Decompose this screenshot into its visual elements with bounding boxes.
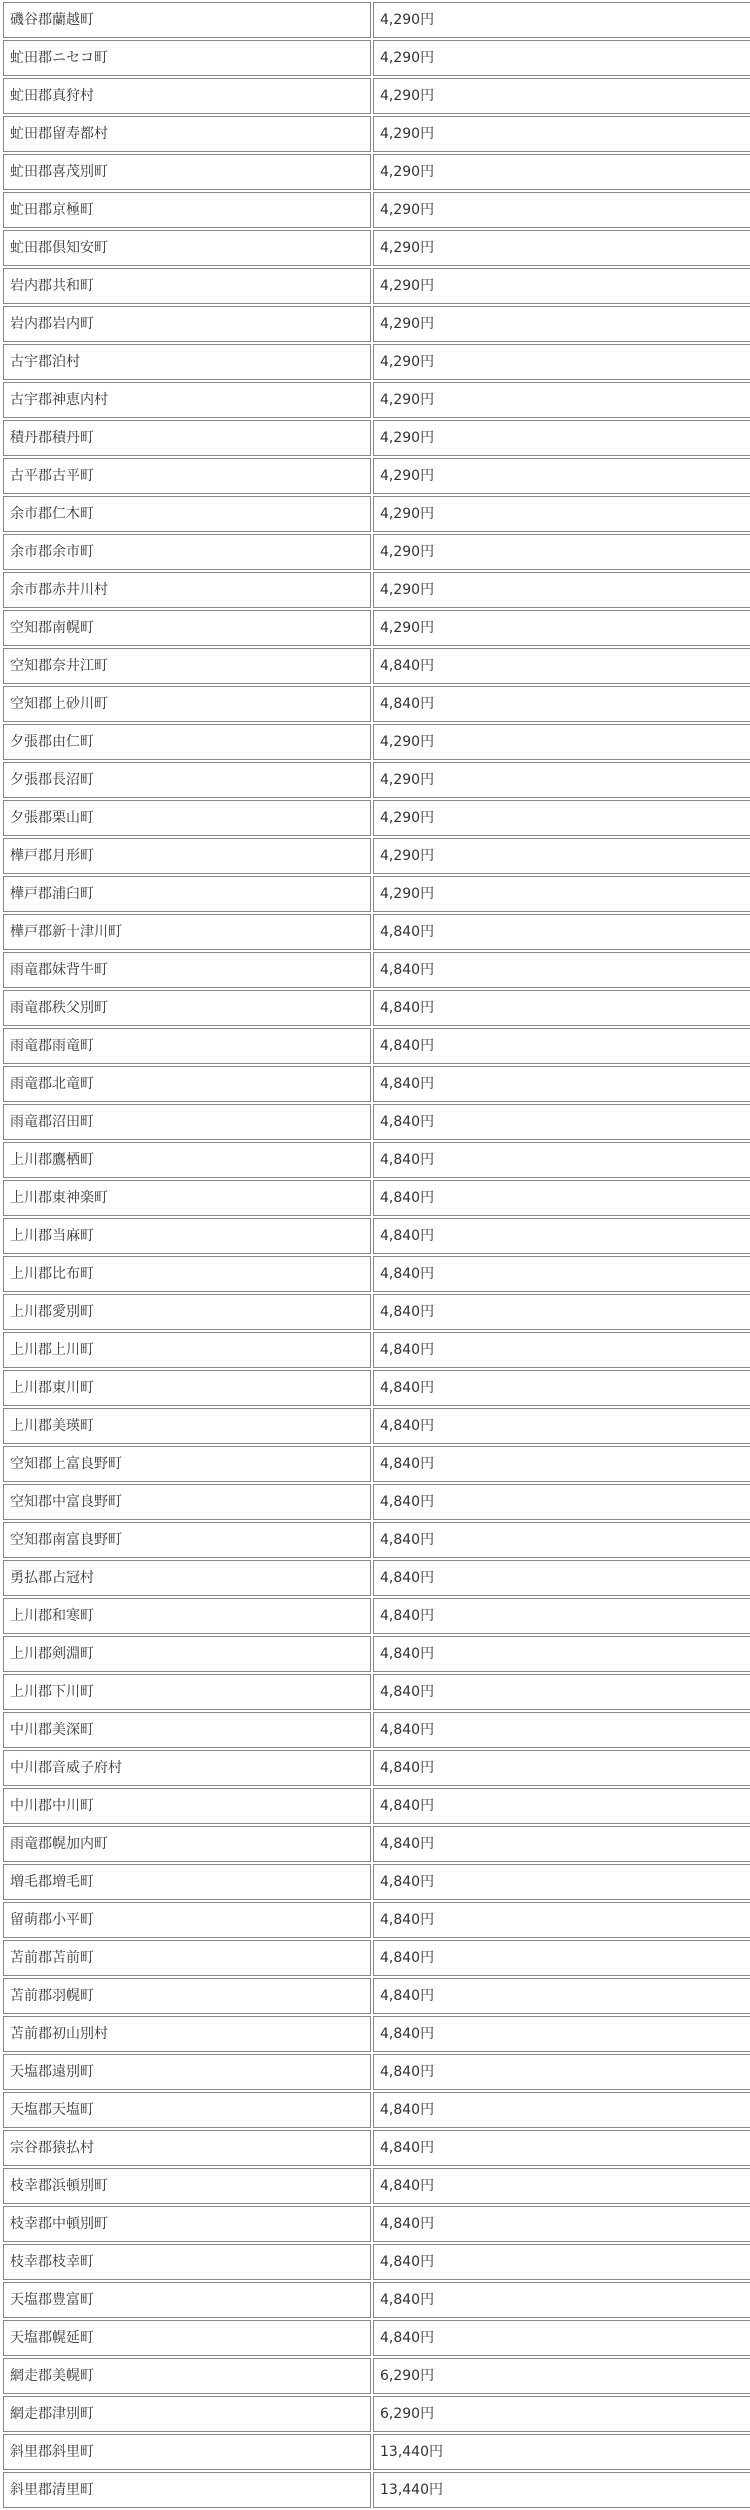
- table-row: [3, 306, 750, 342]
- table-row: [3, 1218, 750, 1254]
- table-row: [3, 116, 750, 152]
- table-row: [3, 1712, 750, 1748]
- shipping-price-cell: 4,290円: [373, 572, 750, 608]
- area-name-cell: 天塩郡天塩町: [3, 2092, 371, 2128]
- shipping-price-cell: 4,290円: [373, 534, 750, 570]
- table-row: [3, 1142, 750, 1178]
- table-row: [3, 572, 750, 608]
- shipping-price-cell: 4,290円: [373, 78, 750, 114]
- area-name-cell: 空知郡南富良野町: [3, 1522, 371, 1558]
- shipping-price-cell: 4,290円: [373, 610, 750, 646]
- area-name-cell: 余市郡余市町: [3, 534, 371, 570]
- area-name-cell: 上川郡当麻町: [3, 1218, 371, 1254]
- shipping-price-cell: 4,840円: [373, 1294, 750, 1330]
- shipping-price-cell: 4,840円: [373, 2244, 750, 2280]
- shipping-price-cell: 4,840円: [373, 1674, 750, 1710]
- shipping-price-cell: 4,840円: [373, 1902, 750, 1938]
- shipping-price-cell: 4,290円: [373, 192, 750, 228]
- table-row: [3, 1028, 750, 1064]
- shipping-price-cell: 4,840円: [373, 1180, 750, 1216]
- area-name-cell: 勇払郡占冠村: [3, 1560, 371, 1596]
- table-row: [3, 1484, 750, 1520]
- area-name-cell: 枝幸郡枝幸町: [3, 2244, 371, 2280]
- table-row: [3, 1978, 750, 2014]
- area-name-cell: 雨竜郡雨竜町: [3, 1028, 371, 1064]
- table-row: [3, 2320, 750, 2356]
- shipping-price-cell: 4,840円: [373, 1028, 750, 1064]
- table-row: [3, 1294, 750, 1330]
- area-name-cell: 積丹郡積丹町: [3, 420, 371, 456]
- table-row: [3, 1902, 750, 1938]
- table-row: [3, 990, 750, 1026]
- table-row: [3, 914, 750, 950]
- table-row: [3, 458, 750, 494]
- shipping-price-cell: 4,290円: [373, 344, 750, 380]
- area-name-cell: 上川郡比布町: [3, 1256, 371, 1292]
- area-name-cell: 空知郡南幌町: [3, 610, 371, 646]
- shipping-price-cell: 13,440円: [373, 2434, 750, 2470]
- area-name-cell: 斜里郡清里町: [3, 2472, 371, 2508]
- shipping-price-cell: 4,840円: [373, 2206, 750, 2242]
- shipping-price-cell: 4,840円: [373, 1826, 750, 1862]
- shipping-price-cell: 4,840円: [373, 2016, 750, 2052]
- table-row: [3, 838, 750, 874]
- table-row: [3, 724, 750, 760]
- area-name-cell: 斜里郡斜里町: [3, 2434, 371, 2470]
- table-row: [3, 1674, 750, 1710]
- table-row: [3, 1940, 750, 1976]
- area-name-cell: 余市郡仁木町: [3, 496, 371, 532]
- area-name-cell: 雨竜郡沼田町: [3, 1104, 371, 1140]
- shipping-price-cell: 4,840円: [373, 1750, 750, 1786]
- area-name-cell: 上川郡和寒町: [3, 1598, 371, 1634]
- shipping-price-cell: 4,840円: [373, 1978, 750, 2014]
- shipping-price-cell: 4,290円: [373, 838, 750, 874]
- table-row: [3, 496, 750, 532]
- table-row: [3, 2244, 750, 2280]
- area-name-cell: 留萌郡小平町: [3, 1902, 371, 1938]
- table-row: [3, 344, 750, 380]
- shipping-price-cell: 4,290円: [373, 724, 750, 760]
- table-row: [3, 420, 750, 456]
- area-name-cell: 枝幸郡中頓別町: [3, 2206, 371, 2242]
- table-row: [3, 230, 750, 266]
- area-name-cell: 中川郡中川町: [3, 1788, 371, 1824]
- area-name-cell: 余市郡赤井川村: [3, 572, 371, 608]
- area-name-cell: 樺戸郡月形町: [3, 838, 371, 874]
- table-row: [3, 1446, 750, 1482]
- table-row: [3, 2130, 750, 2166]
- shipping-price-cell: 4,840円: [373, 686, 750, 722]
- area-name-cell: 空知郡上富良野町: [3, 1446, 371, 1482]
- shipping-price-cell: 4,290円: [373, 306, 750, 342]
- area-name-cell: 夕張郡長沼町: [3, 762, 371, 798]
- shipping-price-cell: 4,840円: [373, 952, 750, 988]
- area-name-cell: 上川郡美瑛町: [3, 1408, 371, 1444]
- table-row: [3, 648, 750, 684]
- shipping-price-cell: 4,840円: [373, 1104, 750, 1140]
- area-name-cell: 岩内郡岩内町: [3, 306, 371, 342]
- area-name-cell: 磯谷郡蘭越町: [3, 2, 371, 38]
- table-row: [3, 1560, 750, 1596]
- area-name-cell: 苫前郡羽幌町: [3, 1978, 371, 2014]
- table-row: [3, 534, 750, 570]
- shipping-price-cell: 4,840円: [373, 2320, 750, 2356]
- area-name-cell: 枝幸郡浜頓別町: [3, 2168, 371, 2204]
- shipping-price-cell: 4,290円: [373, 40, 750, 76]
- table-row: [3, 800, 750, 836]
- area-name-cell: 中川郡音威子府村: [3, 1750, 371, 1786]
- table-row: [3, 876, 750, 912]
- shipping-price-cell: 4,290円: [373, 496, 750, 532]
- area-name-cell: 空知郡上砂川町: [3, 686, 371, 722]
- table-row: [3, 1598, 750, 1634]
- table-row: [3, 192, 750, 228]
- table-row: [3, 2434, 750, 2470]
- area-name-cell: 虻田郡留寿都村: [3, 116, 371, 152]
- shipping-price-cell: 4,840円: [373, 1940, 750, 1976]
- shipping-price-cell: 4,290円: [373, 458, 750, 494]
- area-name-cell: 樺戸郡浦臼町: [3, 876, 371, 912]
- table-row: [3, 952, 750, 988]
- table-row: [3, 1256, 750, 1292]
- shipping-price-cell: 13,440円: [373, 2472, 750, 2508]
- shipping-price-cell: 4,290円: [373, 154, 750, 190]
- shipping-price-cell: 4,840円: [373, 1484, 750, 1520]
- area-name-cell: 雨竜郡妹背牛町: [3, 952, 371, 988]
- shipping-price-cell: 4,290円: [373, 382, 750, 418]
- area-name-cell: 天塩郡幌延町: [3, 2320, 371, 2356]
- table-row: [3, 40, 750, 76]
- table-row: [3, 268, 750, 304]
- area-name-cell: 上川郡上川町: [3, 1332, 371, 1368]
- area-name-cell: 中川郡美深町: [3, 1712, 371, 1748]
- shipping-price-cell: 4,840円: [373, 2130, 750, 2166]
- shipping-price-cell: 4,290円: [373, 116, 750, 152]
- shipping-price-cell: 4,840円: [373, 1218, 750, 1254]
- table-row: [3, 1636, 750, 1672]
- shipping-price-cell: 4,840円: [373, 1712, 750, 1748]
- shipping-price-cell: 4,840円: [373, 914, 750, 950]
- area-name-cell: 古平郡古平町: [3, 458, 371, 494]
- table-row: [3, 1180, 750, 1216]
- shipping-price-cell: 4,840円: [373, 1142, 750, 1178]
- shipping-price-cell: 4,840円: [373, 648, 750, 684]
- shipping-price-cell: 4,840円: [373, 1256, 750, 1292]
- table-body: [3, 2, 750, 2508]
- area-name-cell: 岩内郡共和町: [3, 268, 371, 304]
- table-row: [3, 2092, 750, 2128]
- table-row: [3, 1750, 750, 1786]
- table-row: [3, 2016, 750, 2052]
- table-row: [3, 2282, 750, 2318]
- area-name-cell: 上川郡東川町: [3, 1370, 371, 1406]
- shipping-price-cell: 4,290円: [373, 800, 750, 836]
- area-name-cell: 天塩郡遠別町: [3, 2054, 371, 2090]
- area-name-cell: 網走郡津別町: [3, 2396, 371, 2432]
- table-row: [3, 382, 750, 418]
- table-row: [3, 2358, 750, 2394]
- shipping-price-cell: 4,840円: [373, 2282, 750, 2318]
- table-row: [3, 154, 750, 190]
- area-name-cell: 空知郡奈井江町: [3, 648, 371, 684]
- table-row: [3, 1864, 750, 1900]
- table-row: [3, 1408, 750, 1444]
- area-name-cell: 苫前郡苫前町: [3, 1940, 371, 1976]
- area-name-cell: 虻田郡ニセコ町: [3, 40, 371, 76]
- area-name-cell: 雨竜郡北竜町: [3, 1066, 371, 1102]
- table-row: [3, 2, 750, 38]
- table-row: [3, 1522, 750, 1558]
- table-row: [3, 78, 750, 114]
- area-name-cell: 虻田郡真狩村: [3, 78, 371, 114]
- table-row: [3, 1788, 750, 1824]
- shipping-price-cell: 4,290円: [373, 762, 750, 798]
- area-name-cell: 宗谷郡猿払村: [3, 2130, 371, 2166]
- area-name-cell: 天塩郡豊富町: [3, 2282, 371, 2318]
- area-name-cell: 夕張郡由仁町: [3, 724, 371, 760]
- shipping-price-cell: 4,840円: [373, 1066, 750, 1102]
- area-name-cell: 古宇郡神恵内村: [3, 382, 371, 418]
- shipping-price-cell: 4,290円: [373, 268, 750, 304]
- table-row: [3, 2396, 750, 2432]
- area-name-cell: 空知郡中富良野町: [3, 1484, 371, 1520]
- shipping-price-cell: 4,840円: [373, 1636, 750, 1672]
- area-name-cell: 上川郡愛別町: [3, 1294, 371, 1330]
- table-row: [3, 686, 750, 722]
- area-name-cell: 上川郡鷹栖町: [3, 1142, 371, 1178]
- area-name-cell: 虻田郡喜茂別町: [3, 154, 371, 190]
- area-name-cell: 増毛郡増毛町: [3, 1864, 371, 1900]
- area-name-cell: 上川郡下川町: [3, 1674, 371, 1710]
- shipping-price-cell: 4,840円: [373, 1332, 750, 1368]
- area-name-cell: 上川郡東神楽町: [3, 1180, 371, 1216]
- shipping-price-cell: 6,290円: [373, 2396, 750, 2432]
- shipping-price-cell: 4,290円: [373, 876, 750, 912]
- table-row: [3, 2054, 750, 2090]
- shipping-price-cell: 4,840円: [373, 1522, 750, 1558]
- table-row: [3, 2168, 750, 2204]
- shipping-price-cell: 4,840円: [373, 1370, 750, 1406]
- shipping-rate-table: [1, 0, 750, 2510]
- area-name-cell: 夕張郡栗山町: [3, 800, 371, 836]
- area-name-cell: 虻田郡倶知安町: [3, 230, 371, 266]
- shipping-price-cell: 4,840円: [373, 1788, 750, 1824]
- table-row: [3, 1332, 750, 1368]
- area-name-cell: 樺戸郡新十津川町: [3, 914, 371, 950]
- shipping-price-cell: 4,840円: [373, 990, 750, 1026]
- table-row: [3, 1370, 750, 1406]
- table-row: [3, 762, 750, 798]
- shipping-price-cell: 4,840円: [373, 1560, 750, 1596]
- shipping-price-cell: 4,840円: [373, 1408, 750, 1444]
- area-name-cell: 古宇郡泊村: [3, 344, 371, 380]
- area-name-cell: 雨竜郡秩父別町: [3, 990, 371, 1026]
- shipping-price-cell: 4,840円: [373, 2054, 750, 2090]
- shipping-price-cell: 4,840円: [373, 1598, 750, 1634]
- shipping-price-cell: 4,840円: [373, 2168, 750, 2204]
- table-row: [3, 1104, 750, 1140]
- shipping-price-cell: 4,840円: [373, 1446, 750, 1482]
- table-row: [3, 1066, 750, 1102]
- area-name-cell: 虻田郡京極町: [3, 192, 371, 228]
- table-row: [3, 2472, 750, 2508]
- shipping-price-cell: 4,290円: [373, 420, 750, 456]
- shipping-price-cell: 6,290円: [373, 2358, 750, 2394]
- area-name-cell: 雨竜郡幌加内町: [3, 1826, 371, 1862]
- shipping-price-cell: 4,290円: [373, 2, 750, 38]
- table-row: [3, 1826, 750, 1862]
- shipping-price-cell: 4,840円: [373, 1864, 750, 1900]
- area-name-cell: 上川郡剣淵町: [3, 1636, 371, 1672]
- table-row: [3, 610, 750, 646]
- shipping-price-cell: 4,840円: [373, 2092, 750, 2128]
- area-name-cell: 苫前郡初山別村: [3, 2016, 371, 2052]
- shipping-price-cell: 4,290円: [373, 230, 750, 266]
- area-name-cell: 網走郡美幌町: [3, 2358, 371, 2394]
- table-row: [3, 2206, 750, 2242]
